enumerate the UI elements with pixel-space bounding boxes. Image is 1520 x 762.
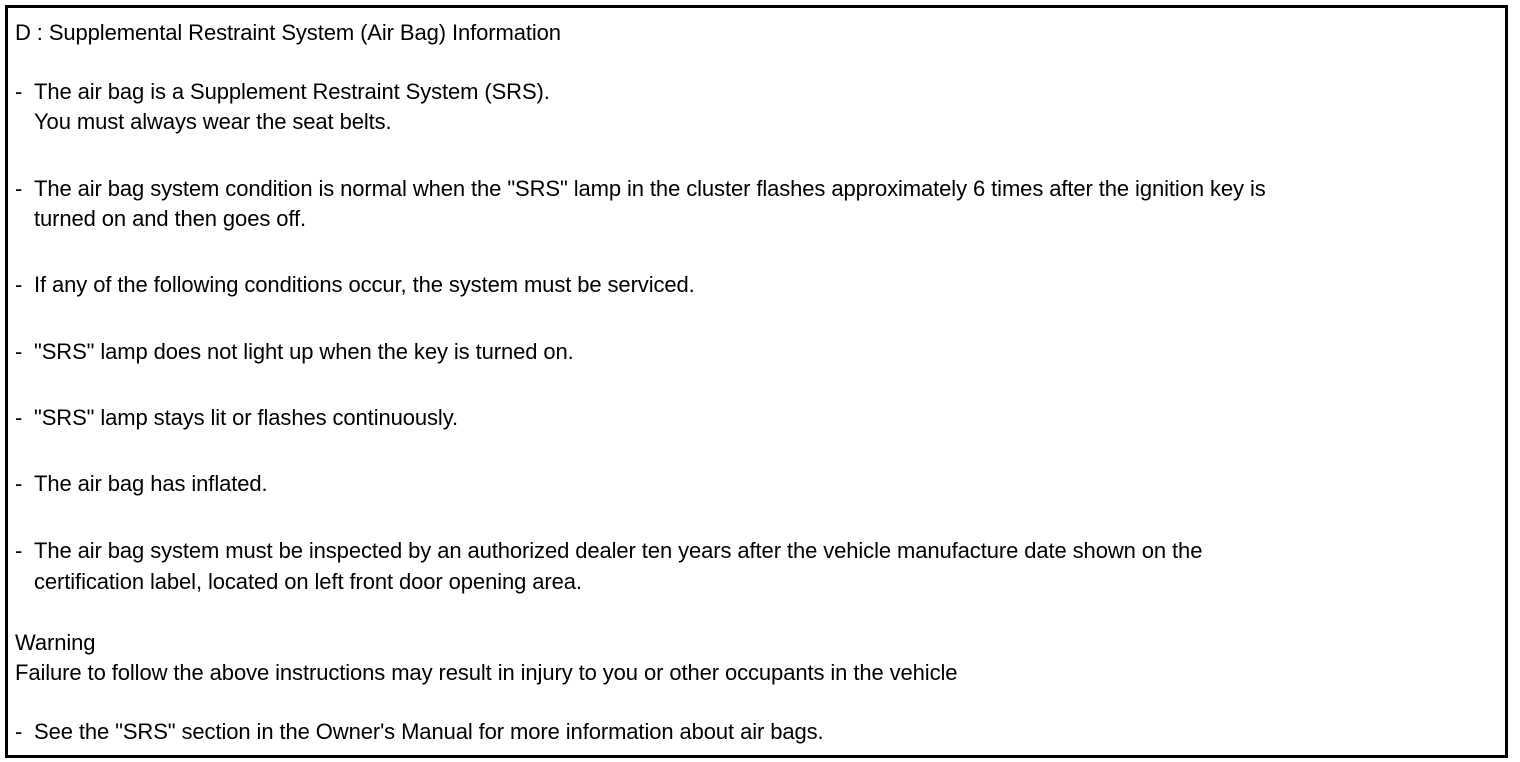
- bullet-marker: -: [15, 471, 23, 496]
- list-item-line: The air bag system condition is normal when the "SRS" lamp in the cluster flashes approximately 6 times after the ignition key is: [34, 176, 1266, 201]
- warning-title: Warning: [15, 630, 96, 655]
- bullet-marker: -: [15, 272, 23, 297]
- bullet-marker: -: [15, 538, 23, 563]
- list-item-line: "SRS" lamp does not light up when the key is turned on.: [34, 339, 574, 364]
- list-item-line: The air bag system must be inspected by an authorized dealer ten years after the vehicle manufacture date shown on the: [34, 538, 1203, 563]
- warning-text: Failure to follow the above instructions may result in injury to you or other occupants in the vehicle: [15, 660, 958, 685]
- info-box: [5, 5, 1508, 758]
- list-item-line: "SRS" lamp stays lit or flashes continuously.: [34, 405, 458, 430]
- list-item-line: You must always wear the seat belts.: [34, 109, 392, 134]
- section-heading: D : Supplemental Restraint System (Air Bag) Information: [15, 20, 561, 45]
- bullet-marker: -: [15, 79, 23, 104]
- bullet-marker: -: [15, 176, 23, 201]
- bullet-marker: -: [15, 719, 23, 744]
- list-item-line: The air bag has inflated.: [34, 471, 268, 496]
- footer-note: See the "SRS" section in the Owner's Manual for more information about air bags.: [34, 719, 824, 744]
- list-item-line: certification label, located on left front door opening area.: [34, 569, 582, 594]
- list-item-line: If any of the following conditions occur, the system must be serviced.: [34, 272, 695, 297]
- list-item-line: The air bag is a Supplement Restraint System (SRS).: [34, 79, 550, 104]
- bullet-marker: -: [15, 405, 23, 430]
- bullet-marker: -: [15, 339, 23, 364]
- list-item-line: turned on and then goes off.: [34, 206, 307, 231]
